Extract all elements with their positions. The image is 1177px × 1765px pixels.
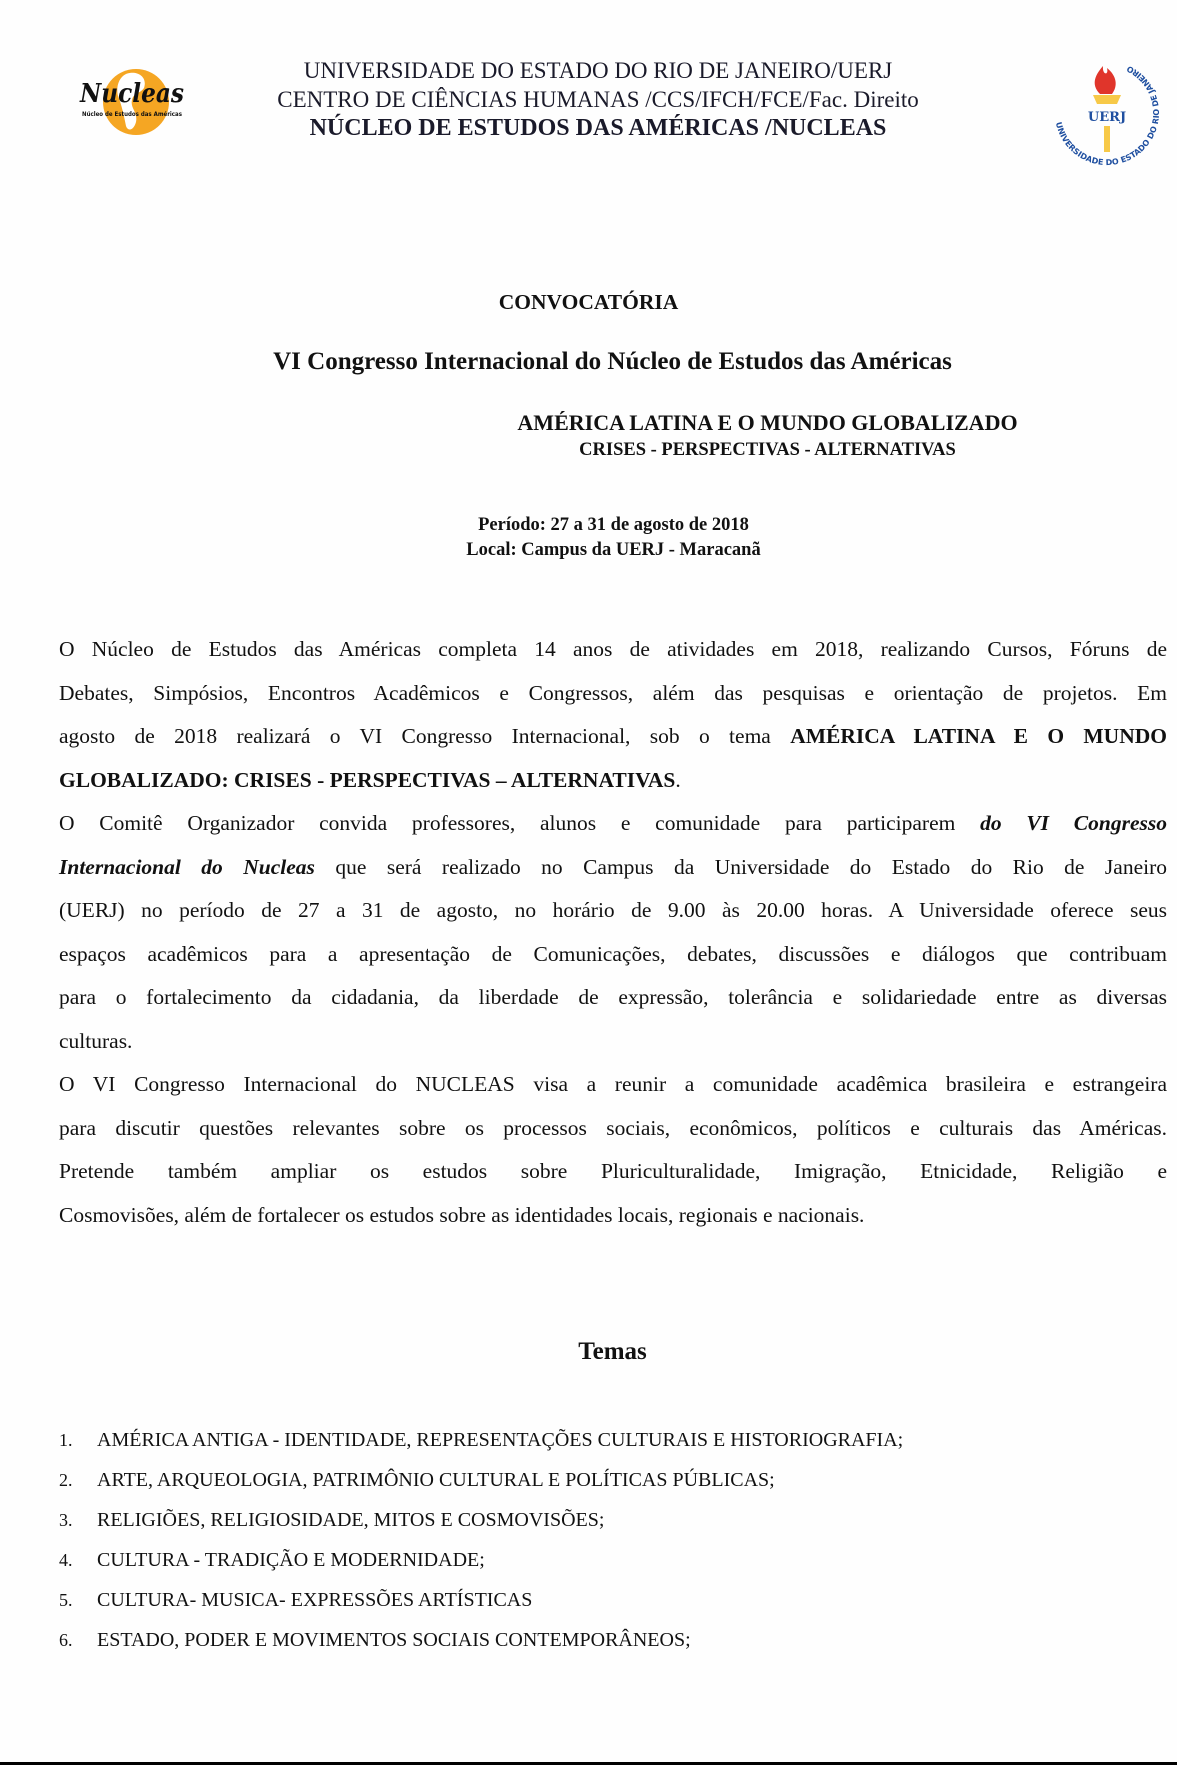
committee-paragraph (59, 802, 1167, 1063)
list-item: 1. AMÉRICA ANTIGA - IDENTIDADE, REPRESENTAÇÕES CULTURAIS E HISTORIOGRAFIA; (59, 1429, 904, 1451)
congress-emphasis: do VI Congresso (980, 811, 1167, 835)
congress-title: VI Congresso Internacional do Núcleo de Estudos das Américas (273, 348, 952, 375)
uerj-seal (1046, 52, 1168, 174)
paragraph-line: Cosmovisões, além de fortalecer os estudos sobre as identidades locais, regionais e nacionais. (59, 1202, 865, 1227)
congress-emphasis: Internacional do Nucleas (59, 854, 315, 879)
paragraph-line: para o fortalecimento da cidadania, da liberdade de expressão, tolerância e solidariedade entre as diversas (59, 985, 1167, 1009)
paragraph-line: GLOBALIZADO: CRISES - PERSPECTIVAS – ALTERNATIVAS. (59, 767, 681, 792)
subtheme-title: CRISES - PERSPECTIVAS - ALTERNATIVAS (579, 440, 956, 460)
list-item: 5. CULTURA- MUSICA- EXPRESSÕES ARTÍSTICAS (59, 1589, 533, 1611)
uerj-ring-text: UNIVERSIDADE DO ESTADO DO RIO DE JANEIRO (1053, 63, 1162, 168)
list-item: 6. ESTADO, PODER E MOVIMENTOS SOCIAIS CONTEMPORÂNEOS; (59, 1629, 691, 1651)
document-header (0, 0, 1177, 180)
center-name: CENTRO DE CIÊNCIAS HUMANAS /CCS/IFCH/FCE/Fac. Direito (277, 87, 919, 112)
temas-heading: Temas (578, 1338, 647, 1365)
theme-title: AMÉRICA LATINA E O MUNDO GLOBALIZADO (517, 410, 1018, 435)
theme-emphasis: AMÉRICA LATINA E O MUNDO (790, 724, 1167, 748)
paragraph-line: O Comitê Organizador convida professores, alunos e comunidade para participarem do VI Congresso (59, 811, 1167, 835)
objectives-paragraph (59, 1063, 1167, 1237)
list-item: 3. RELIGIÕES, RELIGIOSIDADE, MITOS E COSMOVISÕES; (59, 1509, 605, 1531)
paragraph-line: O VI Congresso Internacional do NUCLEAS visa a reunir a comunidade acadêmica brasileira e estrangeira (59, 1072, 1167, 1096)
event-location: Local: Campus da UERJ - Maracanã (466, 540, 761, 560)
temas-list (59, 1420, 903, 1660)
paragraph-line: agosto de 2018 realizará o VI Congresso Internacional, sob o tema AMÉRICA LATINA E O MUNDO (59, 724, 1167, 748)
paragraph-line: Internacional do Nucleas que será realizado no Campus da Universidade do Estado do Rio de Janeiro (59, 854, 1167, 879)
paragraph-line: Pretende também ampliar os estudos sobre Pluriculturalidade, Imigração, Etnicidade, Religião e (59, 1159, 1167, 1183)
paragraph-line: culturas. (59, 1028, 133, 1053)
nucleas-logo-subtitle: Núcleo de Estudos das Américas (82, 111, 183, 118)
uerj-acronym: UERJ (1087, 110, 1127, 125)
paragraph-line: O Núcleo de Estudos das Américas completa 14 anos de atividades em 2018, realizando Cursos, Fóruns de (59, 637, 1167, 661)
intro-paragraph (59, 628, 1167, 802)
event-period: Período: 27 a 31 de agosto de 2018 (478, 515, 749, 535)
paragraph-line: espaços acadêmicos para a apresentação de Comunicações, debates, discussões e diálogos que contribuam (59, 941, 1167, 966)
paragraph-line: para discutir questões relevantes sobre os processos sociais, econômicos, políticos e culturais das Américas. (59, 1115, 1167, 1140)
flame-icon (1095, 66, 1116, 94)
university-name: UNIVERSIDADE DO ESTADO DO RIO DE JANEIRO/UERJ (303, 58, 893, 83)
institution-header (230, 56, 966, 143)
list-item: 2. ARTE, ARQUEOLOGIA, PATRIMÔNIO CULTURAL E POLÍTICAS PÚBLICAS; (59, 1469, 775, 1491)
nucleus-name: NÚCLEO DE ESTUDOS DAS AMÉRICAS /NUCLEAS (309, 115, 887, 141)
convocatoria-heading: CONVOCATÓRIA (498, 290, 679, 314)
list-item: 4. CULTURA - TRADIÇÃO E MODERNIDADE; (59, 1549, 485, 1571)
theme-emphasis: GLOBALIZADO: CRISES - PERSPECTIVAS – ALTERNATIVAS (59, 767, 676, 792)
paragraph-line: (UERJ) no período de 27 a 31 de agosto, no horário de 9.00 às 20.00 horas. A Universidade oferece seus (59, 898, 1167, 922)
nucleas-logo-wordmark: Nucleas (79, 79, 185, 109)
nucleas-logo (78, 66, 188, 142)
paragraph-line: Debates, Simpósios, Encontros Acadêmicos e Congressos, além das pesquisas e orientação de projetos. Em (59, 680, 1167, 705)
torch-icon (1093, 95, 1121, 104)
